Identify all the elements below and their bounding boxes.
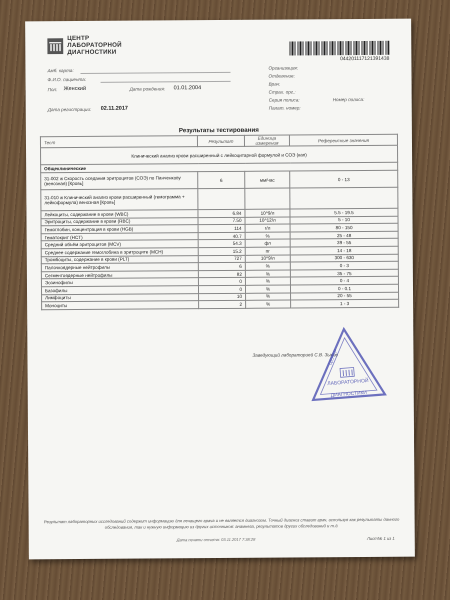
row-test-name: Гематокрит (HCT) (41, 232, 198, 241)
dob-value: 01.01.2004 (173, 85, 202, 92)
sex-label: Пол: (47, 87, 58, 93)
logo-line-3: ДИАГНОСТИКИ (67, 48, 117, 57)
row-unit: фл (245, 239, 290, 247)
logo-line-2: ЛАБОРАТОРНОЙ (67, 41, 122, 50)
row-result: 2 (199, 300, 246, 308)
lab-logo-icon (47, 38, 63, 54)
cbc-result-empty (198, 188, 245, 209)
card-line (80, 72, 230, 74)
organization-label: Организация: (268, 65, 299, 71)
dob-label: Дата рождения: (129, 86, 166, 92)
row-unit: 10^9/л (245, 255, 290, 263)
row-unit: % (245, 270, 290, 278)
lab-report-sheet (25, 19, 415, 560)
row-result: 0 (198, 278, 245, 286)
col-header-result: Результат (197, 135, 244, 146)
row-unit: 10^12/л (245, 217, 290, 225)
cbc-unit-empty (245, 188, 290, 209)
policy-series-label: Серия полиса: (268, 97, 300, 103)
row-test-name: Средний объём эритроцитов (MCV) (41, 240, 198, 249)
row-result: 54.3 (198, 240, 245, 248)
footer-disclaimer: Результат лабораторных исследований содержит информацию для лечащего врача и не является диагнозом. Точный диагноз ставит врач, используя как результаты данного обследования, так и нужную информацию из других источников: анамнеза, результатов других обследований и т.д. (43, 516, 400, 530)
row-reference: 80 - 150 (290, 223, 398, 231)
col-header-unit: Единица измерения (244, 135, 289, 146)
row-result: 82 (198, 270, 245, 278)
row-reference: 20 - 55 (291, 292, 399, 300)
row-result: 727 (198, 255, 245, 263)
row-result: 114 (198, 225, 245, 233)
row-test-name: Лейкоциты, содержание в крови (WBC) (41, 210, 198, 219)
barcode (289, 41, 389, 56)
policy-number-label: Номер полиса: (332, 96, 365, 103)
barcode-number: 044201117121391438 (340, 55, 390, 63)
department-label: Отделение: (268, 73, 295, 79)
row-reference: 0 - 4 (290, 277, 398, 285)
row-unit: % (245, 262, 290, 270)
esr-result: 6 (198, 171, 245, 188)
row-unit: % (246, 293, 291, 301)
row-unit: г/л (245, 224, 290, 232)
esr-reference: 0 - 13 (290, 170, 398, 188)
row-unit: % (245, 232, 290, 240)
row-reference: 0 - 0.1 (290, 284, 398, 292)
row-reference: 35 - 75 (290, 269, 398, 277)
doctor-label: Врач: (268, 81, 281, 87)
lab-logo (47, 35, 122, 57)
row-test-name: Эритроциты, содержание в крови (RBC) (41, 217, 198, 226)
row-reference: 39 - 55 (290, 239, 398, 247)
logo-line-1: ЦЕНТР (67, 34, 90, 43)
row-test-name: Эозинофилы (41, 278, 198, 287)
print-date: Дата печати отчета: 03.11.2017 7:38:28 (176, 536, 256, 543)
row-test-name: Палочкоядерные нейтрофилы (41, 263, 198, 272)
row-unit: % (245, 285, 290, 293)
results-table (40, 134, 399, 310)
row-result: 15.2 (198, 247, 245, 255)
row-result: 40.7 (198, 232, 245, 240)
row-test-name: Тромбоциты, содержание в крови (PLT) (41, 255, 198, 264)
stamp-top-text: ЦЕНТР (328, 348, 340, 367)
stamp-bottom-text: ДИАГНОСТИКИ (330, 390, 368, 399)
patient-name-line (101, 81, 231, 83)
row-result: 6.84 (198, 209, 245, 217)
row-test-name: Сегментоядерные нейтрофилы (41, 270, 198, 279)
row-unit: % (245, 277, 290, 285)
lab-logo-text (67, 35, 122, 56)
row-test-name: Базофилы (41, 286, 198, 295)
row-unit: пг (245, 247, 290, 255)
stamp-middle-text: ЛАБОРАТОРНОЙ (327, 377, 369, 388)
cbc-reference-empty (290, 187, 398, 209)
reg-date-value: 02.11.2017 (100, 105, 128, 112)
row-test-name: Гемоглобин, концентрация в крови (HGB) (41, 225, 198, 234)
subsection-title: Общеклинические (41, 162, 398, 172)
ward-label: Палат. номер: (268, 105, 301, 111)
row-reference: 300 - 630 (290, 254, 398, 262)
row-reference: 14 - 18 (290, 246, 398, 254)
esr-unit: мм/час (245, 171, 290, 188)
row-reference: 5 - 10 (290, 216, 398, 224)
sex-value: Женский (63, 85, 87, 93)
row-test-name: Среднее содержание гемоглобина в эритроците (MCH) (41, 248, 198, 257)
row-test-name: Моноциты (42, 301, 199, 310)
lab-stamp-triangle (305, 322, 389, 406)
patient-name-label: Ф.И.О. пациента: (47, 76, 87, 83)
row-result: 10 (199, 293, 246, 301)
row-unit: % (246, 300, 291, 308)
table-row (42, 299, 399, 309)
card-label: Амб. карта: (47, 68, 74, 74)
results-title: Результаты тестирования (178, 126, 259, 135)
row-test-name: Лимфоциты (42, 293, 199, 302)
row-result: 0 (198, 285, 245, 293)
col-header-reference: Референсные значения (289, 134, 397, 146)
row-reference: 0 - 3 (290, 261, 398, 269)
col-header-test: Тест (40, 136, 197, 148)
reg-date-label: Дата регистрации: (47, 106, 92, 113)
head-of-lab-signature: Заведующий лабораторией С.В. Зыков (252, 352, 338, 358)
row-reference: 1 - 3 (291, 299, 399, 307)
row-result: 6 (198, 262, 245, 270)
row-result: 7.50 (198, 217, 245, 225)
section-title: Клинический анализ крови расширенный с лейкоцитарной формулой и СОЭ (кап) (41, 145, 398, 164)
cbc-test-name: 31-010 ж Клинический анализ крови расширенный (гемограмма + лейкоформула) венозная [Кровь] (41, 189, 198, 211)
row-reference: 25 - 48 (290, 231, 398, 239)
insurer-label: Страх. орг.: (268, 89, 296, 95)
row-reference: 5.5 - 19.5 (290, 208, 398, 216)
row-unit: 10^9/л (245, 209, 290, 217)
esr-test-name: 31-002 ж Скорость оседания эритроцитов (СОЭ) по Панченкову (венозная) [Кровь] (41, 172, 198, 190)
page-number: Лист№ 1 из 1 (366, 535, 395, 541)
